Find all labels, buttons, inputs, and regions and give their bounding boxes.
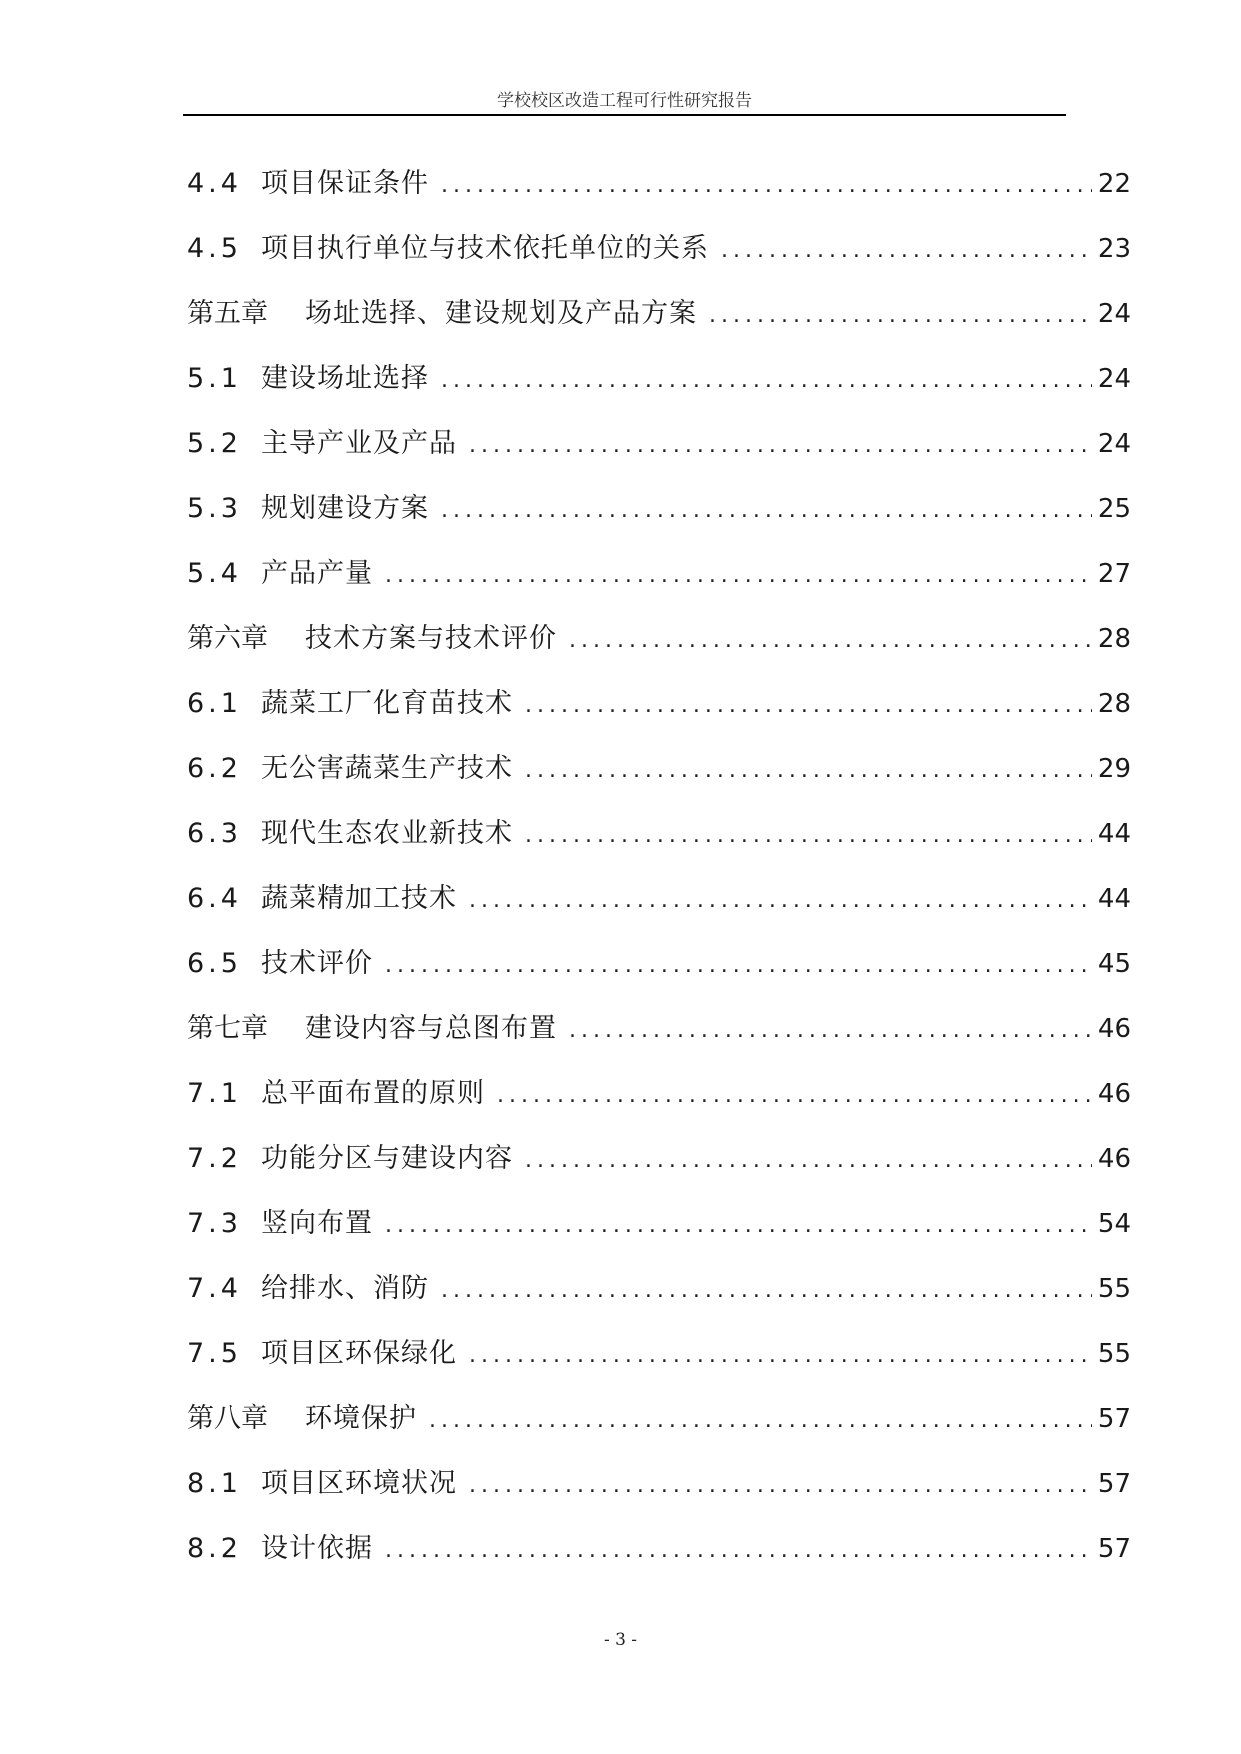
toc-chapter-entry[interactable]: [187, 281, 1131, 346]
toc-entry-number: 第八章: [187, 1403, 268, 1434]
toc-entry-page: 27: [1097, 559, 1131, 589]
toc-entry-title: 技术评价: [261, 948, 373, 979]
toc-dot-leader: [525, 1128, 1092, 1193]
toc-entry-title: 建设场址选择: [261, 363, 429, 394]
toc-entry-number: 5.2: [187, 428, 242, 459]
toc-entry-title: 蔬菜精加工技术: [261, 883, 457, 914]
toc-entry-number: 5.1: [187, 363, 242, 394]
toc-section-entry[interactable]: [187, 476, 1131, 541]
toc-entry-page: 24: [1097, 364, 1131, 394]
toc-dot-leader: [429, 1388, 1092, 1453]
toc-chapter-entry[interactable]: [187, 996, 1131, 1061]
toc-entry-page: 44: [1097, 884, 1131, 914]
toc-chapter-entry[interactable]: [187, 606, 1131, 671]
toc-entry-title: 技术方案与技术评价: [305, 623, 557, 654]
toc-section-entry[interactable]: [187, 151, 1131, 216]
toc-entry-page: 23: [1097, 234, 1131, 264]
toc-dot-leader: [469, 868, 1092, 933]
toc-entry-title: 无公害蔬菜生产技术: [261, 753, 513, 784]
toc-entry-page: 28: [1097, 689, 1131, 719]
toc-entry-number: 5.4: [187, 558, 242, 589]
toc-entry-number: 4.5: [187, 233, 242, 264]
toc-entry-title: 竖向布置: [261, 1208, 373, 1239]
toc-dot-leader: [569, 998, 1092, 1063]
toc-section-entry[interactable]: [187, 1256, 1131, 1321]
toc-dot-leader: [385, 933, 1092, 998]
toc-section-entry[interactable]: [187, 1451, 1131, 1516]
toc-section-entry[interactable]: [187, 1321, 1131, 1386]
toc-entry-number: 第六章: [187, 623, 268, 654]
toc-dot-leader: [385, 543, 1092, 608]
toc-entry-page: 57: [1097, 1404, 1131, 1434]
toc-entry-page: 28: [1097, 624, 1131, 654]
toc-entry-page: 57: [1097, 1534, 1131, 1564]
toc-entry-page: 44: [1097, 819, 1131, 849]
toc-entry-number: 8.2: [187, 1533, 242, 1564]
toc-entry-page: 55: [1097, 1274, 1131, 1304]
toc-entry-page: 55: [1097, 1339, 1131, 1369]
toc-dot-leader: [441, 348, 1092, 413]
toc-entry-title: 项目保证条件: [261, 168, 429, 199]
toc-entry-page: 24: [1097, 299, 1131, 329]
toc-entry-page: 22: [1097, 169, 1131, 199]
toc-dot-leader: [469, 1323, 1092, 1388]
toc-entry-number: 8.1: [187, 1468, 242, 1499]
toc-entry-number: 5.3: [187, 493, 242, 524]
toc-entry-page: 46: [1097, 1079, 1131, 1109]
toc-section-entry[interactable]: [187, 866, 1131, 931]
toc-entry-title: 产品产量: [261, 558, 373, 589]
toc-entry-title: 设计依据: [261, 1533, 373, 1564]
toc-dot-leader: [721, 218, 1092, 283]
toc-section-entry[interactable]: [187, 346, 1131, 411]
toc-entry-title: 蔬菜工厂化育苗技术: [261, 688, 513, 719]
toc-dot-leader: [441, 1258, 1092, 1323]
toc-entry-page: 25: [1097, 494, 1131, 524]
toc-section-entry[interactable]: [187, 216, 1131, 281]
table-of-contents: [187, 151, 1131, 1581]
toc-entry-title: 场址选择、建设规划及产品方案: [305, 298, 697, 329]
toc-section-entry[interactable]: [187, 736, 1131, 801]
page-header-title: 学校校区改造工程可行性研究报告: [497, 91, 752, 111]
toc-section-entry[interactable]: [187, 671, 1131, 736]
toc-section-entry[interactable]: [187, 931, 1131, 996]
toc-entry-page: 46: [1097, 1144, 1131, 1174]
toc-section-entry[interactable]: [187, 541, 1131, 606]
toc-entry-number: 7.5: [187, 1338, 242, 1369]
toc-chapter-entry[interactable]: [187, 1386, 1131, 1451]
toc-entry-number: 4.4: [187, 168, 242, 199]
toc-dot-leader: [385, 1193, 1092, 1258]
toc-entry-page: 45: [1097, 949, 1131, 979]
toc-entry-number: 6.4: [187, 883, 242, 914]
toc-section-entry[interactable]: [187, 1061, 1131, 1126]
toc-dot-leader: [385, 1518, 1092, 1583]
header-divider: [183, 114, 1066, 116]
toc-entry-page: 57: [1097, 1469, 1131, 1499]
toc-entry-page: 46: [1097, 1014, 1131, 1044]
toc-dot-leader: [441, 478, 1092, 543]
toc-entry-title: 项目区环境状况: [261, 1468, 457, 1499]
toc-entry-number: 第五章: [187, 298, 268, 329]
toc-section-entry[interactable]: [187, 1126, 1131, 1191]
toc-entry-number: 6.5: [187, 948, 242, 979]
toc-entry-page: 29: [1097, 754, 1131, 784]
toc-entry-page: 54: [1097, 1209, 1131, 1239]
toc-entry-number: 7.3: [187, 1208, 242, 1239]
toc-entry-number: 6.3: [187, 818, 242, 849]
toc-entry-title: 总平面布置的原则: [261, 1078, 485, 1109]
toc-entry-title: 项目执行单位与技术依托单位的关系: [261, 233, 709, 264]
toc-entry-number: 6.1: [187, 688, 242, 719]
toc-dot-leader: [709, 283, 1092, 348]
toc-entry-title: 建设内容与总图布置: [305, 1013, 557, 1044]
toc-section-entry[interactable]: [187, 801, 1131, 866]
toc-dot-leader: [441, 153, 1092, 218]
toc-entry-title: 主导产业及产品: [261, 428, 457, 459]
toc-section-entry[interactable]: [187, 1191, 1131, 1256]
toc-dot-leader: [469, 413, 1092, 478]
toc-section-entry[interactable]: [187, 1516, 1131, 1581]
page-number: - 3 -: [603, 1630, 638, 1650]
toc-dot-leader: [525, 673, 1092, 738]
toc-entry-number: 6.2: [187, 753, 242, 784]
toc-entry-number: 7.4: [187, 1273, 242, 1304]
toc-entry-title: 规划建设方案: [261, 493, 429, 524]
toc-section-entry[interactable]: [187, 411, 1131, 476]
toc-entry-number: 第七章: [187, 1013, 268, 1044]
toc-entry-title: 现代生态农业新技术: [261, 818, 513, 849]
toc-dot-leader: [497, 1063, 1092, 1128]
toc-dot-leader: [525, 803, 1092, 868]
toc-entry-title: 项目区环保绿化: [261, 1338, 457, 1369]
toc-entry-title: 给排水、消防: [261, 1273, 429, 1304]
toc-entry-title: 功能分区与建设内容: [261, 1143, 513, 1174]
toc-entry-number: 7.2: [187, 1143, 242, 1174]
toc-entry-page: 24: [1097, 429, 1131, 459]
toc-dot-leader: [569, 608, 1092, 673]
toc-entry-number: 7.1: [187, 1078, 242, 1109]
toc-dot-leader: [469, 1453, 1092, 1518]
toc-dot-leader: [525, 738, 1092, 803]
toc-entry-title: 环境保护: [305, 1403, 417, 1434]
